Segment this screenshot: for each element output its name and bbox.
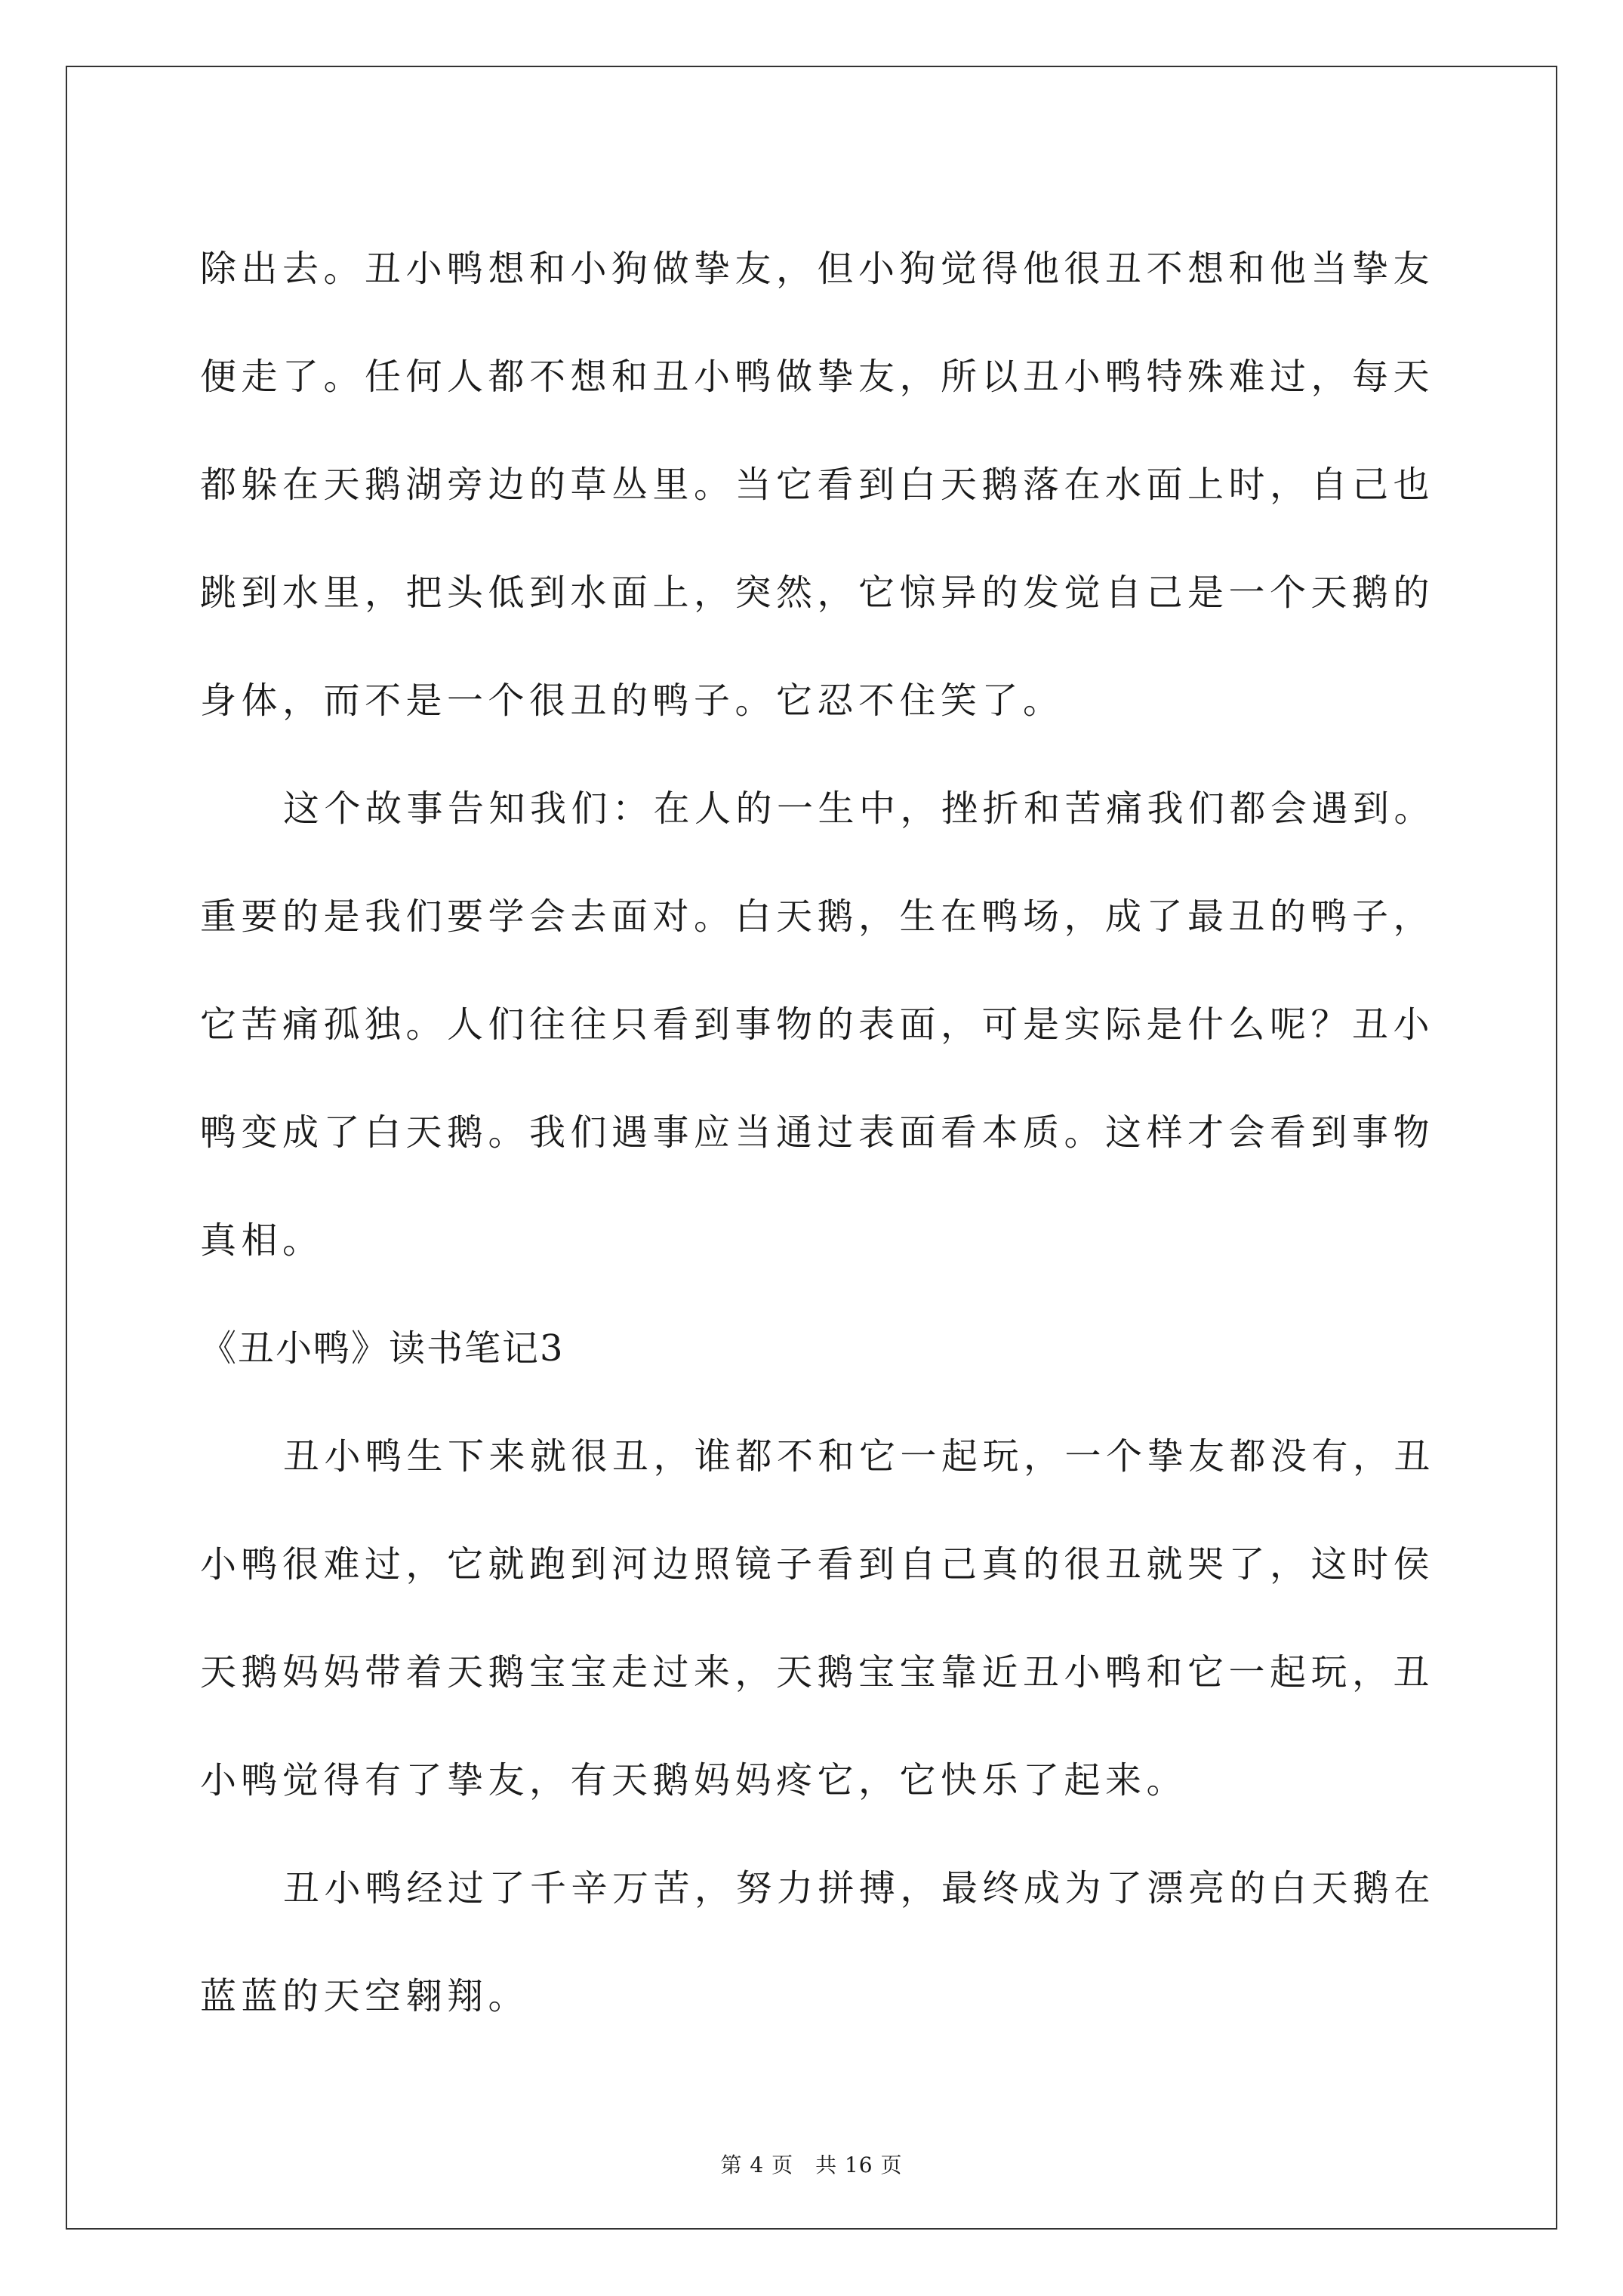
text-line: 重要的是我们要学会去面对。白天鹅，生在鸭场，成了最丑的鸭子， — [200, 895, 1435, 938]
text-line: 小鸭很难过，它就跑到河边照镜子看到自己真的很丑就哭了，这时侯 — [200, 1543, 1435, 1586]
text-line: 蓝蓝的天空翱翔。 — [200, 1975, 530, 2017]
page-number: 第 4 页 共 16 页 — [720, 2153, 903, 2177]
text-line: 便走了。任何人都不想和丑小鸭做挚友，所以丑小鸭特殊难过，每天 — [200, 356, 1435, 398]
text-line: 都躲在天鹅湖旁边的草丛里。当它看到白天鹅落在水面上时，自己也 — [200, 464, 1435, 506]
text-line: 天鹅妈妈带着天鹅宝宝走过来，天鹅宝宝靠近丑小鸭和它一起玩，丑 — [200, 1651, 1435, 1693]
text-line: 除出去。丑小鸭想和小狗做挚友，但小狗觉得他很丑不想和他当挚友 — [200, 248, 1435, 290]
paragraph-first-line: 丑小鸭经过了千辛万苦，努力拼搏，最终成为了漂亮的白天鹅在 — [283, 1867, 1436, 1909]
text-line: 鸭变成了白天鹅。我们遇事应当通过表面看本质。这样才会看到事物 — [200, 1111, 1435, 1154]
text-line: 小鸭觉得有了挚友，有天鹅妈妈疼它，它快乐了起来。 — [200, 1759, 1188, 1801]
text-line: 身体，而不是一个很丑的鸭子。它忍不住笑了。 — [200, 680, 1064, 722]
document-body — [200, 215, 1436, 2051]
text-line: 跳到水里，把头低到水面上，突然，它惊异的发觉自己是一个天鹅的 — [200, 572, 1435, 614]
paragraph-first-line: 这个故事告知我们：在人的一生中，挫折和苦痛我们都会遇到。 — [283, 787, 1436, 830]
section-heading: 《丑小鸭》读书笔记3 — [200, 1327, 565, 1370]
paragraph-first-line: 丑小鸭生下来就很丑，谁都不和它一起玩，一个挚友都没有，丑 — [283, 1435, 1436, 1478]
text-line: 真相。 — [200, 1219, 324, 1262]
text-line: 它苦痛孤独。人们往往只看到事物的表面，可是实际是什么呢？丑小 — [200, 1003, 1435, 1046]
